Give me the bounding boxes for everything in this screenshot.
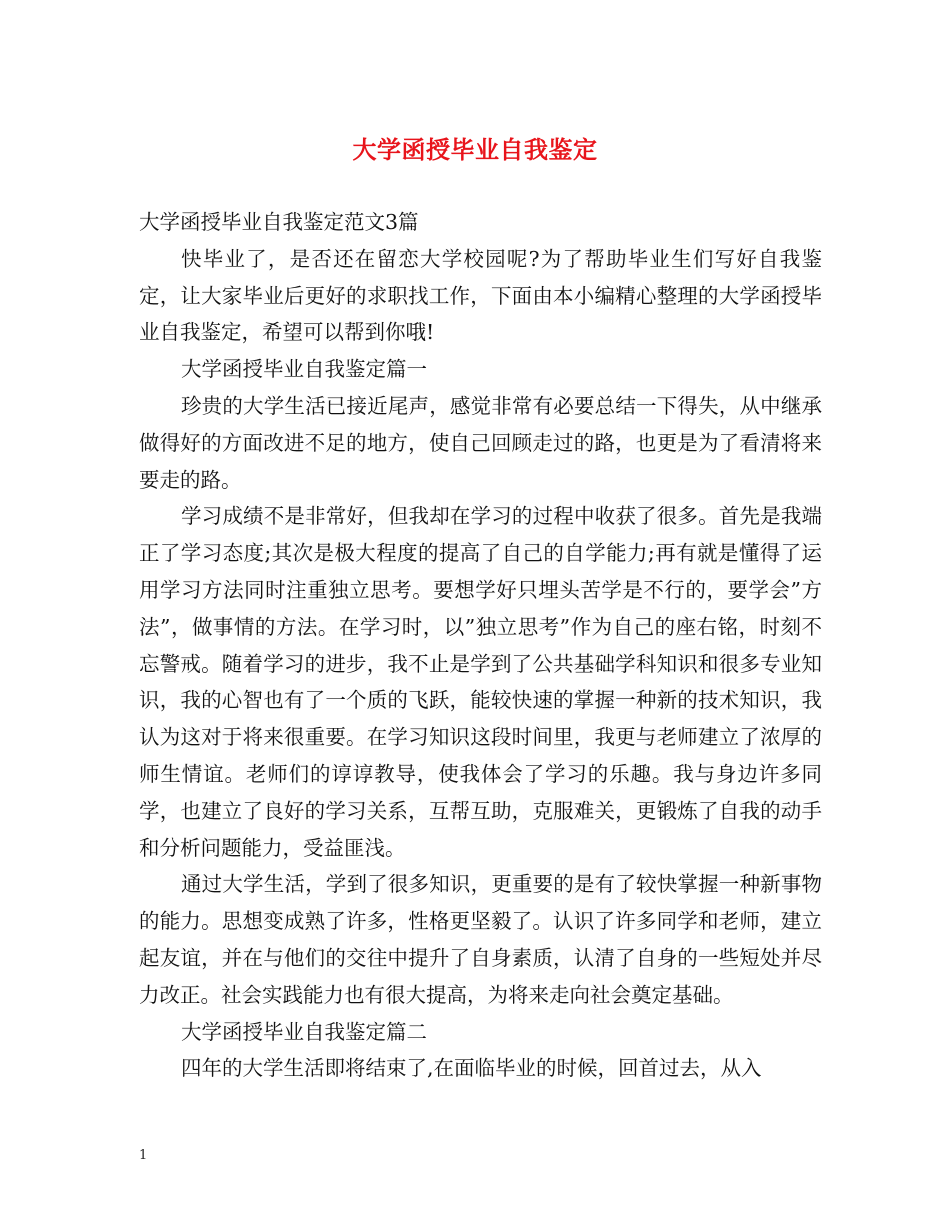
intro-paragraph: 快毕业了，是否还在留恋大学校园呢?为了帮助毕业生们写好自我鉴定，让大家毕业后更好的求职找工作，下面由本小编精心整理的大学函授毕业自我鉴定，希望可以帮到你哦! (139, 246, 822, 345)
body-paragraph: 四年的大学生活即将结束了,在面临毕业的时候，回首过去，从入 (181, 1056, 762, 1081)
document-body (139, 204, 822, 1087)
body-paragraph: 通过大学生活，学到了很多知识，更重要的是有了较快掌握一种新事物的能力。思想变成熟了许多，性格更坚毅了。认识了许多同学和老师，建立起友谊，并在与他们的交往中提升了自身素质，认清了自身的一些短处并尽力改正。社会实践能力也有很大提高，为将来走向社会奠定基础。 (139, 872, 822, 1007)
section-heading-2: 大学函授毕业自我鉴定篇二 (181, 1019, 427, 1044)
section-heading-1: 大学函授毕业自我鉴定篇一 (181, 357, 427, 382)
body-paragraph: 珍贵的大学生活已接近尾声，感觉非常有必要总结一下得失，从中继承做得好的方面改进不足的地方，使自己回顾走过的路，也更是为了看清将来要走的路。 (139, 393, 822, 492)
subtitle: 大学函授毕业自我鉴定范文3篇 (139, 210, 419, 234)
body-paragraph: 学习成绩不是非常好，但我却在学习的过程中收获了很多。首先是我端正了学习态度;其次是极大程度的提高了自己的自学能力;再有就是懂得了运用学习方法同时注重独立思考。要想学好只埋头苦学是不行的，要学会”方法”，做事情的方法。在学习时，以”独立思考”作为自己的座右铭，时刻不忘警戒。随着学习的进步，我不止是学到了公共基础学科知识和很多专业知识，我的心智也有了一个质的飞跃，能较快速的掌握一种新的技术知识，我认为这对于将来很重要。在学习知识这段时间里，我更与老师建立了浓厚的师生情谊。老师们的谆谆教导，使我体会了学习的乐趣。我与身边许多同学，也建立了良好的学习关系，互帮互助，克服难关，更锻炼了自我的动手和分析问题能力，受益匪浅。 (139, 504, 822, 860)
page-number: 1 (139, 1148, 148, 1163)
document-title: 大学函授毕业自我鉴定 (352, 135, 598, 164)
